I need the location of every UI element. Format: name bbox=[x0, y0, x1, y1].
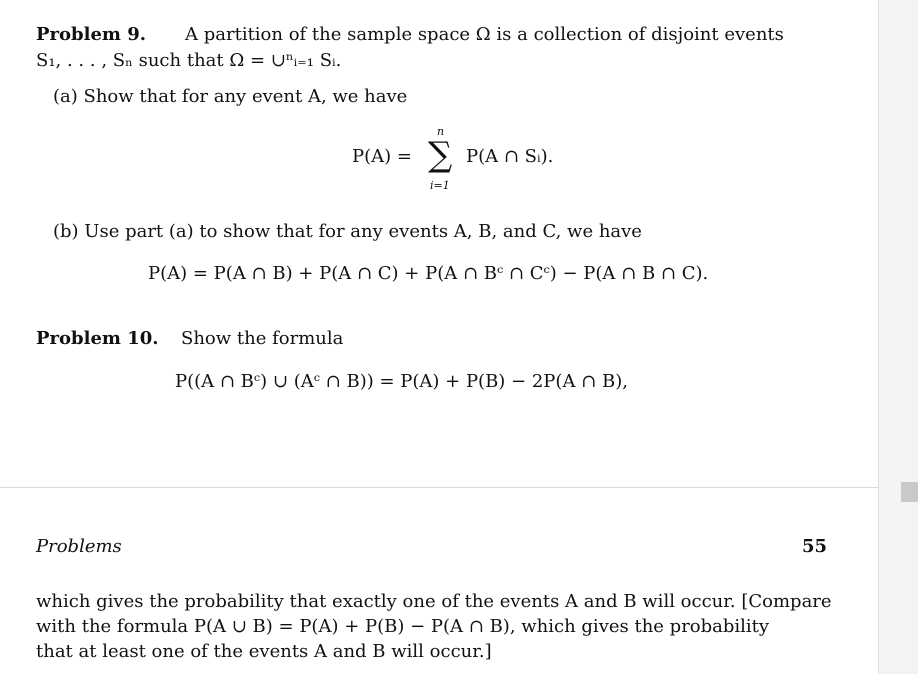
continuation-line-3: that at least one of the events A and B will occur.] bbox=[36, 641, 492, 662]
scrollbar-thumb[interactable] bbox=[901, 482, 918, 502]
page-separator bbox=[0, 487, 878, 488]
sum-lower-limit: i=1 bbox=[430, 179, 450, 192]
continuation-line-1: which gives the probability that exactly one of the events A and B will occur. [Compare bbox=[36, 591, 832, 612]
problem-9-part-a: (a) Show that for any event A, we have bbox=[53, 86, 408, 107]
formula-problem-10: P((A ∩ Bᶜ) ∪ (Aᶜ ∩ B)) = P(A) + P(B) − 2P(A ∩ B), bbox=[175, 371, 628, 392]
running-head: Problems bbox=[36, 536, 122, 557]
continuation-line-2: with the formula P(A ∪ B) = P(A) + P(B) − P(A ∩ B), which gives the probability bbox=[36, 616, 770, 637]
page-number: 55 bbox=[802, 536, 828, 557]
sum-upper-limit: n bbox=[437, 125, 445, 138]
problem-9-text-line2: S₁, . . . , Sₙ such that Ω = ∪ⁿᵢ₌₁ Sᵢ. bbox=[36, 50, 342, 71]
formula-a-left: P(A) = bbox=[352, 146, 412, 167]
problem-10-heading: Problem 10. bbox=[36, 328, 159, 349]
problem-9-heading: Problem 9. bbox=[36, 24, 147, 45]
formula-b: P(A) = P(A ∩ B) + P(A ∩ C) + P(A ∩ Bᶜ ∩ Cᶜ) − P(A ∩ B ∩ C). bbox=[148, 263, 709, 284]
vertical-scrollbar[interactable] bbox=[878, 0, 918, 674]
summation-symbol: ∑ bbox=[428, 135, 453, 175]
formula-a-right: P(A ∩ Sᵢ). bbox=[466, 146, 554, 167]
problem-9-part-b: (b) Use part (a) to show that for any events A, B, and C, we have bbox=[53, 221, 642, 242]
problem-10-text: Show the formula bbox=[181, 328, 344, 349]
problem-9-text-line1: A partition of the sample space Ω is a collection of disjoint events bbox=[185, 24, 784, 45]
